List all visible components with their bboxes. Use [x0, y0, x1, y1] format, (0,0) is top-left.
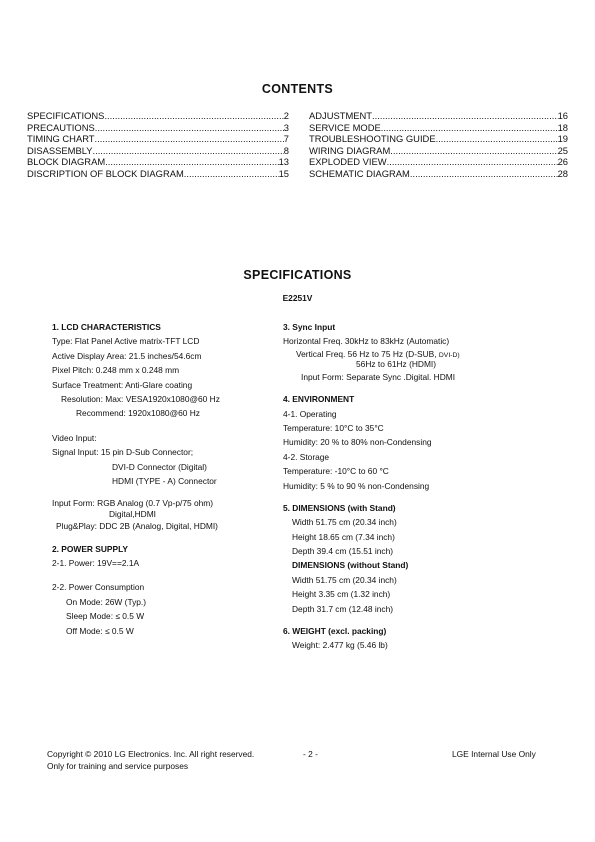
- power-sleep-mode: Sleep Mode: ≤ 0.5 W: [66, 611, 145, 622]
- plug-play: Plug&Play: DDC 2B (Analog, Digital, HDMI): [56, 521, 218, 532]
- footer-page-number: - 2 -: [303, 749, 318, 759]
- lcd-surface: Surface Treatment: Anti-Glare coating: [52, 379, 193, 390]
- sync-vfreq: [283, 349, 563, 360]
- toc-entry-label: DISCRIPTION OF BLOCK DIAGRAM: [27, 167, 184, 179]
- sync-hfreq: Horizontal Freq. 30kHz to 83kHz (Automatic): [283, 336, 450, 347]
- toc-entry[interactable]: [309, 145, 568, 157]
- dim-height: Height 18.65 cm (7.34 inch): [292, 531, 395, 542]
- toc-entry[interactable]: [27, 156, 289, 168]
- sync-input-form: Input Form: Separate Sync .Digital. HDMI: [301, 371, 456, 382]
- dimensions-no-stand-heading: DIMENSIONS (without Stand): [292, 560, 409, 571]
- signal-dvi: DVI-D Connector (Digital): [112, 461, 207, 472]
- env-storage: 4-2. Storage: [283, 451, 330, 462]
- toc-entry-label: WIRING DIAGRAM: [309, 144, 391, 156]
- toc-entry[interactable]: [27, 168, 289, 180]
- dimensions-heading: 5. DIMENSIONS (with Stand): [283, 502, 396, 513]
- power-consumption: 2-2. Power Consumption: [52, 582, 145, 593]
- footer-copyright: Copyright © 2010 LG Electronics. Inc. All right reserved.: [47, 749, 255, 759]
- toc-leader: [390, 145, 557, 157]
- weight-heading: 6. WEIGHT (excl. packing): [283, 626, 387, 637]
- toc-left-column: [27, 110, 289, 180]
- toc-entry[interactable]: [27, 133, 289, 145]
- toc-entry[interactable]: [309, 168, 568, 180]
- dim-depth-no-stand: Depth 31.7 cm (12.48 inch): [292, 603, 394, 614]
- toc-entry-page: 16: [557, 110, 568, 121]
- weight-value: Weight: 2.477 kg (5.46 lb): [292, 640, 388, 651]
- env-st-humidity: Humidity: 5 % to 90 % non-Condensing: [283, 480, 430, 491]
- toc-leader: [381, 122, 558, 134]
- toc-entry-label: SCHEMATIC DIAGRAM: [309, 167, 410, 179]
- toc-entry-page: 26: [557, 156, 568, 168]
- toc-entry-label: BLOCK DIAGRAM: [27, 156, 106, 168]
- toc-leader: [184, 168, 279, 180]
- signal-hdmi: HDMI (TYPE - A) Connector: [112, 475, 217, 486]
- toc-leader: [105, 156, 278, 168]
- power-rating: 2-1. Power: 19V==2.1A: [52, 558, 140, 569]
- sync-vfreq-text: Vertical Freq. 56 Hz to 75 Hz (D-SUB,: [296, 348, 439, 359]
- sync-vfreq-dvi: DVI-D): [438, 351, 460, 359]
- contents-title: CONTENTS: [261, 82, 334, 96]
- toc-entry-label: SPECIFICATIONS: [27, 110, 105, 121]
- video-input: Video Input:: [52, 432, 97, 443]
- footer-training: Only for training and service purposes: [47, 761, 189, 771]
- toc-entry[interactable]: [309, 133, 568, 145]
- toc-entry-label: TIMING CHART: [27, 133, 95, 145]
- power-heading: 2. POWER SUPPLY: [52, 543, 129, 554]
- toc-entry-page: 2: [283, 110, 289, 121]
- lcd-res-rec: Recommend: 1920x1080@60 Hz: [76, 408, 200, 419]
- toc-entry[interactable]: [309, 122, 568, 134]
- toc-entry-label: TROUBLESHOOTING GUIDE: [309, 133, 436, 145]
- toc-entry-label: SERVICE MODE: [309, 121, 381, 133]
- toc-entry-page: 13: [278, 156, 289, 168]
- lcd-type: Type: Flat Panel Active matrix-TFT LCD: [52, 336, 200, 347]
- specifications-title: SPECIFICATIONS: [243, 268, 352, 282]
- toc-entry-label: DISASSEMBLY: [27, 144, 93, 156]
- dim-height-no-stand: Height 3.35 cm (1.32 inch): [292, 589, 391, 600]
- spec-right-column: [283, 320, 563, 653]
- dim-depth: Depth 39.4 cm (15.51 inch): [292, 546, 394, 557]
- toc-entry-page: 28: [557, 167, 568, 179]
- toc-entry-page: 19: [557, 133, 568, 145]
- toc-entry-page: 15: [278, 167, 289, 179]
- toc-entry-label: EXPLODED VIEW: [309, 156, 387, 168]
- toc-leader: [95, 122, 284, 134]
- dim-width-no-stand: Width 51.75 cm (20.34 inch): [292, 574, 397, 585]
- toc-entry-page: 3: [283, 121, 289, 133]
- env-st-temp: Temperature: -10°C to 60 °C: [283, 466, 389, 477]
- toc-entry-page: 18: [557, 121, 568, 133]
- footer-internal: LGE Internal Use Only: [452, 749, 536, 759]
- toc-entry[interactable]: [27, 145, 289, 157]
- toc-entry[interactable]: [27, 110, 289, 122]
- toc-entry-label: ADJUSTMENT: [309, 110, 373, 121]
- toc-entry[interactable]: [27, 122, 289, 134]
- toc-entry[interactable]: [309, 156, 568, 168]
- toc-entry-page: 8: [283, 144, 289, 156]
- lcd-heading: 1. LCD CHARACTERISTICS: [52, 322, 161, 332]
- env-op-humidity: Humidity: 20 % to 80% non-Condensing: [283, 437, 432, 448]
- toc-leader: [410, 168, 558, 180]
- env-operating: 4-1. Operating: [283, 408, 337, 419]
- toc-entry-page: 7: [283, 133, 289, 145]
- toc-leader: [436, 133, 558, 145]
- toc-leader: [92, 145, 283, 157]
- input-form-digital: Digital,HDMI: [109, 508, 156, 519]
- toc-entry-label: PRECAUTIONS: [27, 121, 95, 133]
- toc-leader: [372, 110, 558, 122]
- toc-entry[interactable]: [309, 110, 568, 122]
- toc-leader: [104, 110, 283, 122]
- signal-input: Signal Input: 15 pin D-Sub Connector;: [52, 447, 194, 458]
- toc-leader: [387, 156, 558, 168]
- power-off-mode: Off Mode: ≤ 0.5 W: [66, 625, 134, 636]
- lcd-pitch: Pixel Pitch: 0.248 mm x 0.248 mm: [52, 365, 180, 376]
- sync-vfreq-hdmi: 56Hz to 61Hz (HDMI): [356, 359, 437, 370]
- spec-left-column: [52, 320, 277, 638]
- toc-entry-page: 25: [557, 144, 568, 156]
- sync-heading: 3. Sync Input: [283, 322, 336, 332]
- environment-heading: 4. ENVIRONMENT: [283, 394, 355, 405]
- power-on-mode: On Mode: 26W (Typ.): [66, 596, 147, 607]
- input-form: Input Form: RGB Analog (0.7 Vp-p/75 ohm): [52, 498, 214, 509]
- env-op-temp: Temperature: 10°C to 35°C: [283, 422, 384, 433]
- dim-width: Width 51.75 cm (20.34 inch): [292, 517, 397, 528]
- lcd-area: Active Display Area: 21.5 inches/54.6cm: [52, 350, 202, 361]
- lcd-res-max: Resolution: Max: VESA1920x1080@60 Hz: [61, 393, 220, 404]
- toc-leader: [95, 133, 284, 145]
- toc-right-column: [309, 110, 568, 180]
- model-number: E2251V: [282, 293, 313, 303]
